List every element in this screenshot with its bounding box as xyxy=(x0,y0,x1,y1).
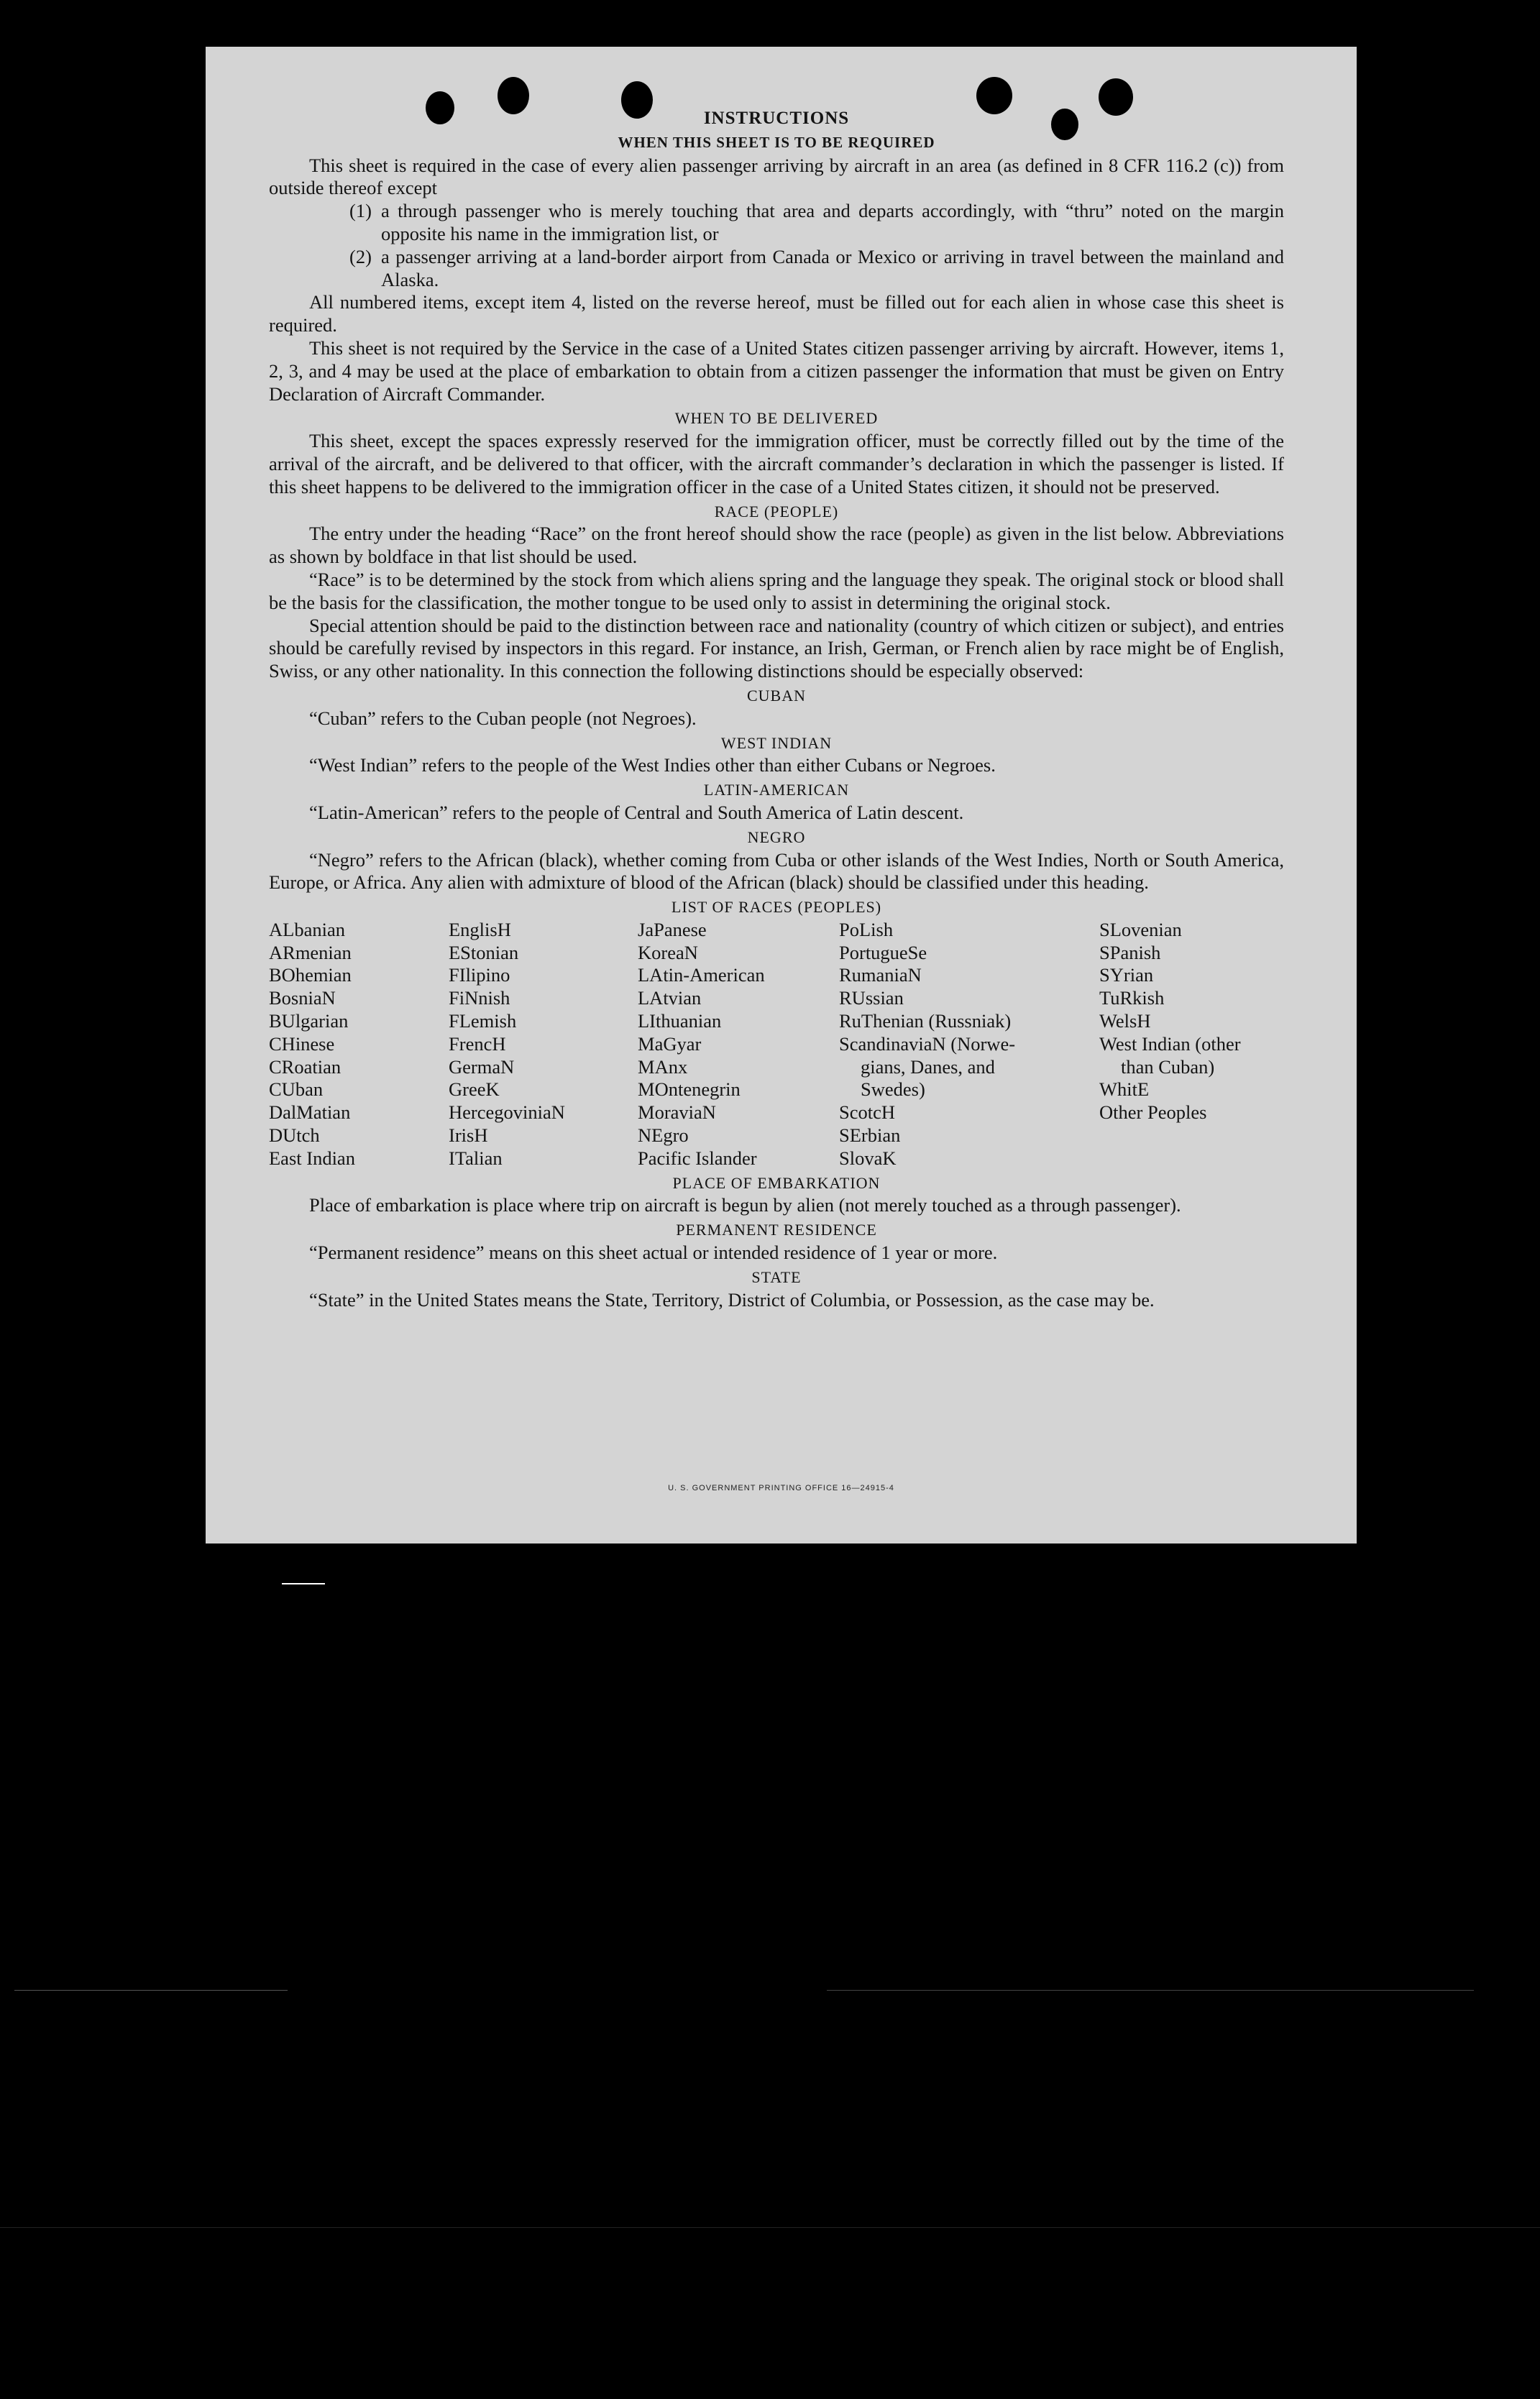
instructions-content xyxy=(269,107,1284,1311)
race-entry: ALbanian xyxy=(269,918,345,940)
section-heading-cuban: CUBAN xyxy=(746,686,806,705)
race-entry: MoraviaN xyxy=(638,1101,716,1124)
list-item xyxy=(349,200,1284,246)
section-heading-race: RACE (PEOPLE) xyxy=(714,502,839,520)
paragraph-negro: “Negro” refers to the African (black), whether coming from Cuba or other islands of the West Indies, North or South America, Europe, or Africa. Any alien with admixture of blood of the African (black) should be classified under this heading. xyxy=(269,848,1284,894)
section-heading-races-list: LIST OF RACES (PEOPLES) xyxy=(671,898,882,917)
item-number: (2) xyxy=(349,245,372,267)
race-entry: GreeK xyxy=(449,1078,500,1101)
race-entry: FLemish xyxy=(449,1010,517,1032)
race-entry: ScotcH xyxy=(839,1101,896,1124)
paragraph-embarkation: Place of embarkation is place where trip on aircraft is begun by alien (not merely touched as a through passenger). xyxy=(309,1194,1181,1216)
race-entry: SErbian xyxy=(839,1124,901,1147)
race-entry: MOntenegrin xyxy=(638,1078,741,1101)
paragraph-latin-american: “Latin-American” refers to the people of Central and South America of Latin descent. xyxy=(309,801,964,823)
paragraph-race-3: Special attention should be paid to the distinction between race and nationality (country of which citizen or subject), and entries should be carefully revised by inspectors in this regard. For instance, an Irish, German, or French alien by race might be of English, Swiss, or any other nationality. In this connection the following distinctions should be especially observed: xyxy=(269,614,1284,682)
race-entry: BOhemian xyxy=(269,964,352,986)
race-entry: BUlgarian xyxy=(269,1010,349,1032)
document-sheet xyxy=(206,47,1357,1543)
race-entry: EnglisH xyxy=(449,918,511,940)
section-heading-residence: PERMANENT RESIDENCE xyxy=(676,1221,877,1239)
race-entry: FrencH xyxy=(449,1032,506,1055)
item-text: a passenger arriving at a land-border airport from Canada or Mexico or arriving in travel between the mainland and Alaska. xyxy=(381,245,1284,290)
printing-office-footer: U. S. GOVERNMENT PRINTING OFFICE 16—24915-4 xyxy=(668,1484,894,1492)
races-column xyxy=(449,919,638,1170)
races-column xyxy=(1099,919,1284,1170)
race-entry: JaPanese xyxy=(638,918,707,940)
race-entry: MaGyar xyxy=(638,1032,702,1055)
section-heading-embarkation: PLACE OF EMBARKATION xyxy=(672,1173,881,1192)
document-title: INSTRUCTIONS xyxy=(703,109,850,128)
race-entry: SPanish xyxy=(1099,941,1161,963)
section-heading-delivered: WHEN TO BE DELIVERED xyxy=(674,409,879,428)
paragraph-cuban: “Cuban” refers to the Cuban people (not Negroes). xyxy=(309,707,697,729)
race-entry: SYrian xyxy=(1099,964,1154,986)
race-entry: WelsH xyxy=(1099,1010,1151,1032)
section-heading-west-indian: WEST INDIAN xyxy=(720,733,833,752)
race-entry: IrisH xyxy=(449,1124,488,1147)
paragraph-delivered: This sheet, except the spaces expressly reserved for the immigration officer, must be correctly filled out by the time of the arrival of the aircraft, and be delivered to that officer, with the aircraft commander’s declaration in which the passenger is listed. If this sheet happens to be delivered to the immigration officer in the case of a United States citizen, it should not be preserved. xyxy=(269,430,1284,497)
race-entry: RuThenian (Russniak) xyxy=(839,1010,1012,1032)
item-text: a through passenger who is merely touching that area and departs accordingly, with “thru” noted on the margin opposite his name in the immigration list, or xyxy=(381,200,1284,244)
race-entry: East Indian xyxy=(269,1147,355,1169)
item-number: (1) xyxy=(349,200,372,222)
race-entry: Swedes) xyxy=(861,1078,925,1101)
race-entry: NEgro xyxy=(638,1124,689,1147)
race-entry: CHinese xyxy=(269,1032,335,1055)
race-entry: than Cuban) xyxy=(1121,1055,1215,1078)
list-item xyxy=(349,246,1284,292)
race-entry: DUtch xyxy=(269,1124,320,1147)
race-entry: HercegoviniaN xyxy=(449,1101,565,1124)
race-entry: CUban xyxy=(269,1078,324,1101)
race-entry: gians, Danes, and xyxy=(861,1055,995,1078)
section-heading-latin-american: LATIN-AMERICAN xyxy=(703,781,850,799)
race-entry: RUssian xyxy=(839,987,904,1009)
races-column xyxy=(269,919,449,1170)
race-entry: ITalian xyxy=(449,1147,503,1169)
races-table xyxy=(269,919,1284,1170)
race-entry: SLovenian xyxy=(1099,918,1182,940)
race-entry: BosniaN xyxy=(269,987,336,1009)
race-entry: MAnx xyxy=(638,1055,688,1078)
paragraph-race-1: The entry under the heading “Race” on the front hereof should show the race (people) as given in the list below. Abbreviations as shown by boldface in that list should be used. xyxy=(269,523,1284,568)
race-entry: LAtvian xyxy=(638,987,702,1009)
races-column xyxy=(638,919,839,1170)
paragraph-numbered-items: All numbered items, except item 4, listed on the reverse hereof, must be filled out for each alien in whose case this sheet is required. xyxy=(269,291,1284,336)
race-entry: GermaN xyxy=(449,1055,515,1078)
paragraph-required-intro: This sheet is required in the case of every alien passenger arriving by aircraft in an area (as defined in 8 CFR 116.2 (c)) from outside thereof except xyxy=(269,154,1284,199)
section-heading-state: STATE xyxy=(751,1267,802,1286)
section-heading-required: WHEN THIS SHEET IS TO BE REQUIRED xyxy=(618,133,935,151)
paragraph-west-indian: “West Indian” refers to the people of the West Indies other than either Cubans or Negroes. xyxy=(309,754,996,776)
race-entry: FiNnish xyxy=(449,987,510,1009)
race-entry: ARmenian xyxy=(269,941,352,963)
race-entry: LIthuanian xyxy=(638,1010,722,1032)
race-entry: SlovaK xyxy=(839,1147,897,1169)
race-entry: RumaniaN xyxy=(839,964,922,986)
race-entry: KoreaN xyxy=(638,941,698,963)
race-entry: Other Peoples xyxy=(1099,1101,1207,1124)
race-entry: PortugueSe xyxy=(839,941,927,963)
paragraph-citizen: This sheet is not required by the Service in the case of a United States citizen passenger arriving by aircraft. However, items 1, 2, 3, and 4 may be used at the place of embarkation to obtain from a citizen passenger the information that must be given on Entry Declaration of Aircraft Commander. xyxy=(269,336,1284,405)
paragraph-residence: “Permanent residence” means on this sheet actual or intended residence of 1 year or more. xyxy=(309,1242,998,1264)
race-entry: LAtin-American xyxy=(638,964,765,986)
race-entry: West Indian (other xyxy=(1099,1032,1241,1055)
races-column xyxy=(839,919,1099,1170)
race-entry: Pacific Islander xyxy=(638,1147,757,1169)
race-entry: PoLish xyxy=(839,918,894,940)
paragraph-race-2: “Race” is to be determined by the stock from which aliens spring and the language they speak. The original stock or blood shall be the basis for the classification, the mother tongue to be used only to assist in determining the original stock. xyxy=(269,568,1284,613)
race-entry: TuRkish xyxy=(1099,987,1165,1009)
race-entry: CRoatian xyxy=(269,1055,342,1078)
race-entry: WhitE xyxy=(1099,1078,1150,1101)
paragraph-state: “State” in the United States means the State, Territory, District of Columbia, or Possession, as the case may be. xyxy=(309,1288,1155,1311)
race-entry: ScandinaviaN (Norwe- xyxy=(839,1032,1016,1055)
race-entry: DalMatian xyxy=(269,1101,351,1124)
race-entry: EStonian xyxy=(449,941,519,963)
race-entry: FIlipino xyxy=(449,964,510,986)
section-heading-negro: NEGRO xyxy=(747,827,806,846)
